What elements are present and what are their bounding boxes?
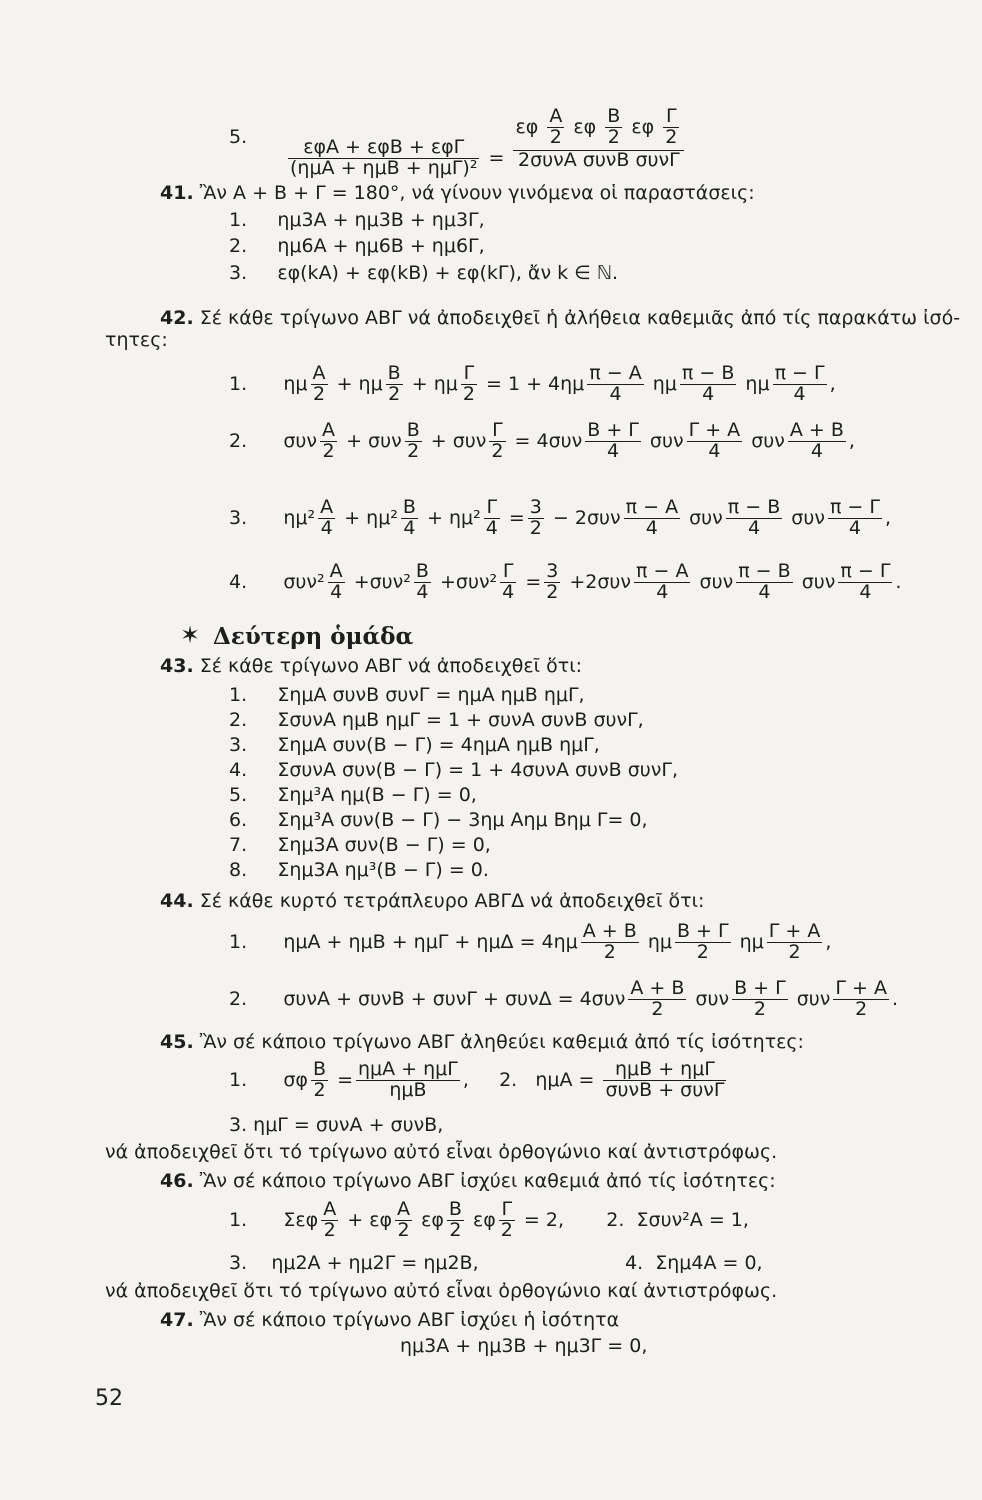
math-text: + εφ <box>347 1208 393 1231</box>
math-text: 4 <box>609 382 622 405</box>
math-text: A <box>397 1198 411 1220</box>
tan-text: εφ <box>631 115 655 138</box>
math-text: 4 <box>320 516 333 539</box>
math-text: 2 <box>323 1218 336 1241</box>
frac-num: Γ <box>663 107 679 128</box>
item-5-label: 5. <box>229 126 248 148</box>
math-text: π − B <box>727 496 781 518</box>
math-text: συν² <box>283 570 325 593</box>
math-text: ημ6A + ημ6B + ημ6Γ, <box>277 235 485 257</box>
math-text: 4. <box>229 759 248 781</box>
math-text: + ημ² <box>427 506 481 529</box>
list-item <box>229 686 585 705</box>
math-text: − 2συν <box>552 506 621 529</box>
math-text: ημA = <box>535 1068 595 1091</box>
math-text: ημ <box>647 930 672 953</box>
math-text: , <box>462 1068 469 1091</box>
exercise-number: 46. <box>160 1170 194 1192</box>
math-text: ΣημA συν(B − Γ) = 4ημA ημB ημΓ, <box>277 734 600 756</box>
math-text: 4 <box>485 516 498 539</box>
math-text: Γ <box>500 562 516 583</box>
exercise-number: 44. <box>160 890 194 912</box>
math-text: 2 <box>500 1218 513 1241</box>
fraction <box>489 421 505 462</box>
exercise-46 <box>160 1172 776 1191</box>
fraction <box>499 1200 515 1241</box>
math-text: 2 <box>753 997 766 1020</box>
exercise-text: Ἂν σέ κάποιο τρίγωνο ABΓ ἀληθεύει καθεμιά ἀπό τίς ἰσότητες: <box>199 1031 804 1053</box>
math-text: 2. <box>229 235 248 257</box>
math-text: 2. <box>229 429 248 452</box>
equation-47: ημ3A + ημ3B + ημ3Γ = 0, <box>400 1335 648 1357</box>
math-text: 2 <box>313 1078 326 1101</box>
math-text: 4 <box>708 439 721 462</box>
conclusion-45: νά ἀποδειχθεῖ ὅτι τό τρίγωνο αὐτό εἶναι ὀρθογώνιο καί ἀντιστρόφως. <box>105 1141 778 1163</box>
math-text: π − A <box>589 362 642 384</box>
math-text: π − B <box>681 362 735 384</box>
fraction <box>675 922 731 963</box>
math-text: εφ <box>421 1208 444 1231</box>
exercise-text: Σέ κάθε τρίγωνο ABΓ νά ἀποδειχθεῖ ἡ ἀλήθεια καθεμιᾶς ἀπό τίς παρακάτω ἰσό- <box>199 307 961 329</box>
frac-num <box>513 107 684 151</box>
fraction <box>663 107 679 148</box>
math-text: 4 <box>848 516 862 539</box>
list-item <box>229 811 648 830</box>
fraction <box>528 498 544 539</box>
lhs-numerator: εφA + εφB + εφΓ <box>288 138 479 159</box>
exercise-number: 47. <box>160 1309 194 1331</box>
identity-45-1 <box>229 1060 729 1101</box>
fraction <box>547 107 564 148</box>
math-text: π − Γ <box>840 560 891 582</box>
math-text: , <box>884 506 892 529</box>
math-text: 2 <box>462 382 475 405</box>
math-text: συν <box>695 987 730 1010</box>
exercise-number: 41. <box>160 182 194 204</box>
conclusion-46: νά ἀποδειχθεῖ ὅτι τό τρίγωνο αὐτό εἶναι ὀρθογώνιο καί ἀντιστρόφως. <box>105 1280 778 1302</box>
identity-46-4 <box>625 1254 763 1273</box>
fraction <box>628 979 686 1020</box>
formula-5 <box>285 107 687 179</box>
math-text: Γ <box>484 498 500 519</box>
fraction <box>513 107 684 171</box>
math-text: ημ <box>739 930 764 953</box>
fraction <box>788 421 846 462</box>
math-text: ημ2A + ημ2Γ = ημ2B, <box>271 1252 479 1274</box>
fraction <box>328 562 345 603</box>
fraction <box>680 364 736 405</box>
fraction <box>311 1060 328 1101</box>
exercise-text: Ἂν A + B + Γ = 180°, νά γίνουν γινόμενα οἱ παραστάσεις: <box>199 182 755 204</box>
fraction <box>447 1200 464 1241</box>
fraction <box>500 562 516 603</box>
math-text: 4 <box>645 516 658 539</box>
math-text: 4. <box>229 570 248 593</box>
frac-num: B <box>607 105 621 127</box>
math-text: Γ + A <box>835 977 887 999</box>
exercise-text: Ἂν σέ κάποιο τρίγωνο ABΓ ἰσχύει καθεμιά ἀπό τίς ἰσότητες: <box>199 1170 776 1192</box>
fraction <box>587 364 643 405</box>
math-text: συν <box>791 506 825 529</box>
math-text: 1. <box>229 372 248 395</box>
math-text: 2 <box>491 439 504 462</box>
math-text: A <box>312 362 326 384</box>
exercise-47 <box>160 1311 619 1330</box>
math-text: 3. <box>229 1252 248 1274</box>
math-text: 4 <box>656 580 669 603</box>
fraction <box>484 498 500 539</box>
math-text: A <box>322 419 336 441</box>
math-text: 2. <box>229 987 248 1010</box>
list-item <box>229 711 644 730</box>
identity-42-4 <box>229 562 901 603</box>
math-text: 3. <box>229 262 248 284</box>
math-text: 2 <box>696 940 709 963</box>
math-text: ΣσυνA συν(B − Γ) = 1 + 4συνA συνB συνΓ, <box>277 759 678 781</box>
math-text: 3 <box>546 560 559 582</box>
math-text: Σσυν²A = 1, <box>636 1208 749 1231</box>
math-text: 4 <box>403 516 416 539</box>
math-text: συν <box>699 570 734 593</box>
math-text: ΣημA συνB συνΓ = ημA ημB ημΓ, <box>277 684 585 706</box>
fraction <box>736 562 792 603</box>
rhs-denominator: 2συνA συνB συνΓ <box>518 148 680 171</box>
math-text: + ημ <box>411 372 458 395</box>
math-text: A + B <box>582 920 637 942</box>
identity-46-1 <box>229 1200 749 1241</box>
list-item <box>229 264 618 283</box>
fraction <box>828 498 882 539</box>
fraction <box>767 922 823 963</box>
math-text: 1. <box>229 1068 248 1091</box>
math-text: A <box>329 560 343 582</box>
exercise-44 <box>160 892 704 911</box>
math-text: + συν <box>346 429 402 452</box>
math-text: 7. <box>229 834 248 856</box>
math-text: +συν² <box>353 570 411 593</box>
math-text: Γ <box>489 421 505 442</box>
math-text: συν <box>689 506 723 529</box>
math-text: +συν² <box>439 570 498 593</box>
star-icon: ✶ <box>180 621 201 649</box>
math-text: 2 <box>651 997 664 1020</box>
math-text: 8. <box>229 859 248 881</box>
math-text: συνA + συνB + συνΓ + συνΔ = 4συν <box>283 987 626 1010</box>
list-item <box>229 761 678 780</box>
math-text: ημ <box>745 372 770 395</box>
fraction <box>461 364 477 405</box>
math-text: = <box>337 1068 353 1091</box>
math-text: ημ3A + ημ3B + ημ3Γ, <box>277 209 485 231</box>
math-text: 2. <box>499 1068 518 1091</box>
math-text: + ημ² <box>344 506 398 529</box>
lhs-denominator: (ημA + ημB + ημΓ)² <box>290 156 478 179</box>
math-text: 2 <box>397 1218 410 1241</box>
fraction <box>321 1200 338 1241</box>
math-text: συν <box>751 429 785 452</box>
math-text: 3. <box>229 506 248 529</box>
math-text: Σεφ <box>283 1208 319 1231</box>
math-text: 4 <box>702 382 715 405</box>
math-text: 3. <box>229 734 248 756</box>
math-text: π − A <box>625 496 679 518</box>
fraction <box>833 979 889 1020</box>
identity-44-1 <box>229 922 831 963</box>
math-text: 5. <box>229 784 248 806</box>
math-text: 1. <box>229 209 248 231</box>
math-text: 4 <box>747 516 761 539</box>
math-text: 1. <box>229 1208 248 1231</box>
math-text: = 4συν <box>514 429 583 452</box>
math-text: π − B <box>738 560 791 582</box>
math-text: B + Γ <box>676 920 729 942</box>
math-text: συν <box>801 570 836 593</box>
math-text: Σημ3A ημ³(B − Γ) = 0. <box>277 859 489 881</box>
math-text: 2. <box>606 1208 625 1231</box>
math-text: 4 <box>810 439 823 462</box>
math-text: + ημ <box>336 372 383 395</box>
math-text: ημA + ημB + ημΓ + ημΔ = 4ημ <box>283 930 578 953</box>
fraction <box>386 364 403 405</box>
math-text: ημB <box>389 1078 427 1101</box>
math-text: 2 <box>529 516 542 539</box>
page-number: 52 <box>95 1386 123 1411</box>
math-text: 4 <box>793 382 806 405</box>
math-text: +2συν <box>569 570 632 593</box>
math-text: 2 <box>603 940 616 963</box>
math-text: 2 <box>407 439 420 462</box>
math-text: Σημ³A ημ(B − Γ) = 0, <box>277 784 477 806</box>
math-text: 4 <box>859 580 872 603</box>
exercise-43 <box>160 657 582 676</box>
math-text: ημ <box>652 372 677 395</box>
fraction <box>318 498 335 539</box>
math-text: συνB + συνΓ <box>605 1078 725 1101</box>
exercise-42 <box>160 309 960 328</box>
list-item <box>229 861 489 880</box>
math-text: 2 <box>388 382 401 405</box>
math-text: 4 <box>330 580 343 603</box>
math-text: A + B <box>630 977 685 999</box>
math-text: , <box>848 429 855 452</box>
fraction <box>624 498 680 539</box>
identity-42-3 <box>229 498 891 539</box>
math-text: . <box>895 570 902 593</box>
fraction <box>605 107 622 148</box>
math-text: B <box>402 496 416 518</box>
math-text: B + Γ <box>587 419 639 441</box>
tan-text: εφ <box>515 115 539 138</box>
fraction <box>405 421 422 462</box>
math-text: σφ <box>283 1068 308 1091</box>
fraction <box>356 1060 460 1101</box>
math-text: B <box>415 560 429 582</box>
math-text: Σημ3A συν(B − Γ) = 0, <box>277 834 491 856</box>
identity-42-2 <box>229 421 855 462</box>
exercise-text: Σέ κάθε τρίγωνο ABΓ νά ἀποδειχθεῖ ὅτι: <box>199 655 583 677</box>
identity-45-3: 3. ημΓ = συνA + συνB, <box>229 1114 444 1136</box>
math-text: . <box>892 987 899 1010</box>
math-text: 4 <box>416 580 429 603</box>
math-text: ΣσυνA ημB ημΓ = 1 + συνA συνB συνΓ, <box>277 709 644 731</box>
math-text: 4 <box>502 580 515 603</box>
math-text: B <box>387 362 401 384</box>
exercise-text-cont: τητες: <box>105 329 168 351</box>
fraction <box>603 1060 726 1101</box>
math-text: 1. <box>229 930 248 953</box>
fraction <box>732 979 788 1020</box>
math-text: Γ <box>499 1200 515 1221</box>
fraction <box>320 421 337 462</box>
fraction <box>585 421 641 462</box>
fraction <box>401 498 418 539</box>
math-text: Σημ4A = 0, <box>655 1252 763 1274</box>
section-heading: Δεύτερη ὁμάδα <box>213 623 414 650</box>
list-item <box>229 211 485 230</box>
fraction <box>288 135 479 179</box>
math-text: , <box>825 930 832 953</box>
identity-42-1 <box>229 364 836 405</box>
math-text: 4 <box>607 439 620 462</box>
fraction <box>311 364 328 405</box>
math-text: 6. <box>229 809 248 831</box>
math-text: συν <box>796 987 831 1010</box>
list-item <box>229 237 485 256</box>
frac-den: 2 <box>607 125 620 148</box>
math-text: Γ + A <box>768 920 821 942</box>
fraction <box>395 1200 412 1241</box>
math-text: 2 <box>322 439 335 462</box>
math-text: 4 <box>758 580 771 603</box>
math-text: 2 <box>855 997 868 1020</box>
math-text: , <box>829 372 836 395</box>
fraction <box>544 562 560 603</box>
identity-44-2 <box>229 979 898 1020</box>
math-text: = 1 + 4ημ <box>486 372 585 395</box>
math-text: = 2, <box>523 1208 565 1231</box>
math-text: = <box>508 506 525 529</box>
math-text: συν <box>283 429 318 452</box>
fraction <box>773 364 827 405</box>
exercise-text: Ἂν σέ κάποιο τρίγωνο ABΓ ἰσχύει ἡ ἰσότητα <box>199 1309 620 1331</box>
math-text: A <box>323 1198 337 1220</box>
exercise-number: 43. <box>160 655 194 677</box>
list-item <box>229 836 491 855</box>
list-item <box>229 736 600 755</box>
math-text: Σημ³A συν(B − Γ) − 3ημ Aημ Bημ Γ= 0, <box>277 809 648 831</box>
frac-num: A <box>549 105 563 127</box>
fraction <box>687 421 743 462</box>
math-text: Γ <box>461 364 477 385</box>
math-text: συν <box>649 429 684 452</box>
fraction <box>726 498 782 539</box>
equals-sign: = <box>488 146 505 169</box>
tan-text: εφ <box>573 115 597 138</box>
math-text: ημA + ημΓ <box>357 1058 458 1080</box>
math-text: εφ(kA) + εφ(kB) + εφ(kΓ), ἄν k ∈ ℕ. <box>277 262 618 284</box>
math-text: B <box>312 1058 327 1080</box>
math-text: 2 <box>546 580 559 603</box>
fraction <box>634 562 690 603</box>
math-text: 2 <box>788 940 801 963</box>
math-text: 3 <box>529 496 542 518</box>
math-text: 2 <box>312 382 326 405</box>
math-text: π − A <box>636 560 689 582</box>
frac-den: 2 <box>665 125 678 148</box>
math-text: π − Γ <box>774 362 825 384</box>
exercise-45 <box>160 1033 804 1052</box>
math-text: ημB + ημΓ <box>603 1060 726 1081</box>
exercise-41 <box>160 184 755 203</box>
list-item <box>229 786 477 805</box>
math-text: B <box>406 419 420 441</box>
math-text: π − Γ <box>829 496 880 518</box>
math-text: + συν <box>430 429 487 452</box>
frac-den: 2 <box>549 125 562 148</box>
math-text: = <box>525 570 542 593</box>
fraction <box>581 922 639 963</box>
math-text: 1. <box>229 684 248 706</box>
math-text: ημ² <box>283 506 316 529</box>
identity-46-3 <box>229 1254 479 1273</box>
math-text: Γ + A <box>688 419 741 441</box>
math-text: 2 <box>449 1218 462 1241</box>
math-text: ημ <box>283 372 308 395</box>
math-text: 4. <box>625 1252 644 1274</box>
exercise-number: 42. <box>160 307 194 329</box>
math-text: εφ <box>472 1208 496 1231</box>
math-text: B <box>448 1198 462 1220</box>
exercise-number: 45. <box>160 1031 194 1053</box>
math-text: A <box>320 496 334 518</box>
math-text: 2. <box>229 709 248 731</box>
fraction <box>414 562 431 603</box>
math-text: B + Γ <box>734 977 786 999</box>
math-text: A + B <box>789 419 844 441</box>
fraction <box>838 562 892 603</box>
exercise-text: Σέ κάθε κυρτό τετράπλευρο ABΓΔ νά ἀποδειχθεῖ ὅτι: <box>199 890 705 912</box>
